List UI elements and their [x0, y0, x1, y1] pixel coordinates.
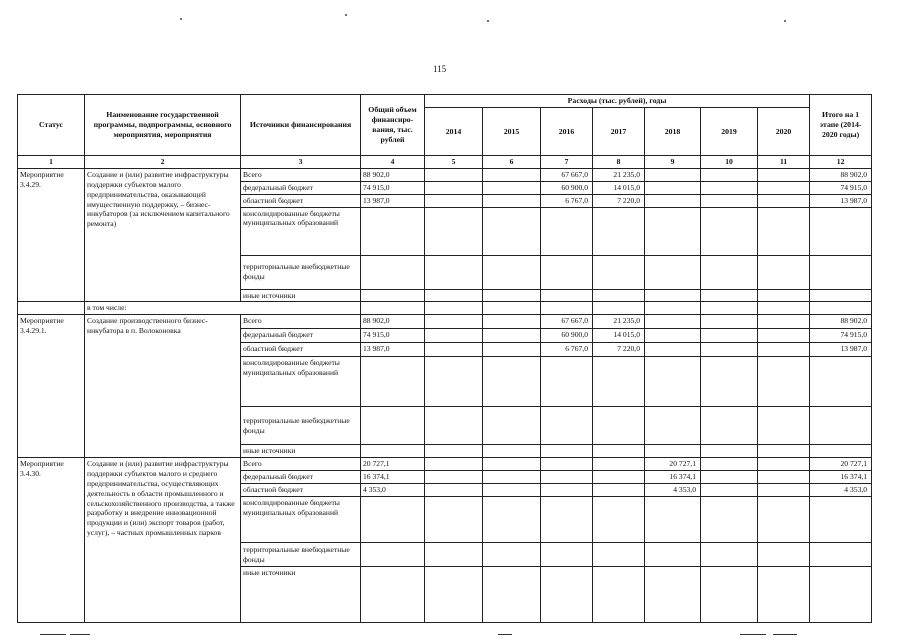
cell-2019 — [701, 483, 758, 496]
header-total: Общий объем финансиро-вания, тыс. рублей — [361, 95, 425, 156]
source-label: федеральный бюджет — [241, 471, 361, 484]
cell-2017: 14 015,0 — [593, 181, 645, 194]
source-label: консолидированные бюджеты муниципальных образований — [241, 496, 361, 542]
scan-line — [740, 634, 766, 635]
source-label: территориальные внебюджетные фонды — [241, 407, 361, 445]
cell-total: 13 987,0 — [361, 194, 425, 207]
cell-2019 — [701, 168, 758, 181]
scan-speck — [345, 14, 347, 16]
table-row — [18, 302, 872, 315]
cell-2015 — [483, 168, 541, 181]
scan-line — [70, 634, 90, 635]
column-number: 7 — [541, 156, 593, 169]
header-year: 2016 — [541, 108, 593, 156]
cell-2019 — [701, 329, 758, 343]
cell-2017 — [593, 483, 645, 496]
column-number: 11 — [758, 156, 810, 169]
cell-2018 — [645, 194, 701, 207]
cell-stage-total: 88 902,0 — [810, 168, 872, 181]
cell-2017 — [593, 471, 645, 484]
page-number: 115 — [433, 64, 447, 74]
cell-2015 — [483, 483, 541, 496]
cell-stage-total: 74 915,0 — [810, 329, 872, 343]
column-number: 5 — [425, 156, 483, 169]
source-label: Всего — [241, 168, 361, 181]
header-status: Статус — [18, 95, 85, 156]
row-name: Создание и (или) развитие инфраструктуры поддержки субъектов малого и среднего предпринимательства, осуществляющих деятельность в области промышленного и сельскохозяйственного производства, а также разработку и внедрение инновационной продукции и (или) экспорт товаров (работ, услуг), – частных промышленных парков — [85, 458, 241, 623]
cell-total: 16 374,1 — [361, 471, 425, 484]
cell-total: 88 902,0 — [361, 315, 425, 329]
cell-2018 — [645, 329, 701, 343]
cell-2016 — [541, 471, 593, 484]
cell-2018 — [645, 315, 701, 329]
cell-2018 — [645, 168, 701, 181]
in-that-number: в том числе: — [85, 302, 241, 315]
source-label: областной бюджет — [241, 343, 361, 357]
cell-2020 — [758, 483, 810, 496]
cell-stage-total: 16 374,1 — [810, 471, 872, 484]
source-label: областной бюджет — [241, 483, 361, 496]
row-name: Создание производственного бизнес-инкубатора в п. Волоконовка — [85, 315, 241, 458]
cell-2014 — [425, 181, 483, 194]
source-label: иные источники — [241, 289, 361, 302]
table-row — [18, 458, 872, 471]
cell-2020 — [758, 181, 810, 194]
source-label: территориальные внебюджетные фонды — [241, 542, 361, 566]
source-label: иные источники — [241, 566, 361, 622]
source-label: консолидированные бюджеты муниципальных образований — [241, 207, 361, 255]
column-number: 10 — [701, 156, 758, 169]
cell-2014 — [425, 458, 483, 471]
cell-stage-total: 13 987,0 — [810, 343, 872, 357]
cell-2014 — [425, 168, 483, 181]
column-number: 9 — [645, 156, 701, 169]
cell-2019 — [701, 181, 758, 194]
cell-2014 — [425, 471, 483, 484]
cell-2018: 16 374,1 — [645, 471, 701, 484]
cell-2016: 67 667,0 — [541, 315, 593, 329]
cell-total: 13 987,0 — [361, 343, 425, 357]
cell-2016: 6 767,0 — [541, 194, 593, 207]
header-stage-total: Итого на 1 этапе (2014-2020 годы) — [810, 95, 872, 156]
cell-2020 — [758, 343, 810, 357]
source-label: консолидированные бюджеты муниципальных образований — [241, 357, 361, 407]
cell-total: 4 353,0 — [361, 483, 425, 496]
scan-speck — [180, 18, 182, 20]
cell-2019 — [701, 343, 758, 357]
cell-2015 — [483, 343, 541, 357]
cell-2017: 14 015,0 — [593, 329, 645, 343]
cell-2015 — [483, 194, 541, 207]
header-year: 2017 — [593, 108, 645, 156]
cell-2014 — [425, 329, 483, 343]
cell-2016 — [541, 458, 593, 471]
cell-2020 — [758, 329, 810, 343]
cell-2016 — [541, 483, 593, 496]
scan-line — [773, 634, 797, 635]
cell-2015 — [483, 471, 541, 484]
cell-2014 — [425, 315, 483, 329]
header-sources: Источники финансирования — [241, 95, 361, 156]
source-label: иные источники — [241, 445, 361, 458]
cell-2015 — [483, 181, 541, 194]
cell-2015 — [483, 458, 541, 471]
cell-2019 — [701, 315, 758, 329]
source-label: областной бюджет — [241, 194, 361, 207]
header-year: 2018 — [645, 108, 701, 156]
table-row — [18, 315, 872, 329]
scan-speck — [784, 20, 786, 22]
source-label: территориальные внебюджетные фонды — [241, 255, 361, 289]
cell-stage-total: 4 353,0 — [810, 483, 872, 496]
column-number: 4 — [361, 156, 425, 169]
cell-2020 — [758, 168, 810, 181]
cell-2016: 6 767,0 — [541, 343, 593, 357]
cell-2018 — [645, 181, 701, 194]
cell-2018: 4 353,0 — [645, 483, 701, 496]
cell-total: 20 727,1 — [361, 458, 425, 471]
cell-2014 — [425, 194, 483, 207]
header-expenses: Расходы (тыс. рублей), годы — [425, 95, 810, 108]
cell-2020 — [758, 194, 810, 207]
column-number: 6 — [483, 156, 541, 169]
cell-stage-total: 20 727,1 — [810, 458, 872, 471]
cell-2016: 60 900,0 — [541, 181, 593, 194]
row-status: Мероприятие 3.4.29. — [18, 168, 85, 301]
cell-stage-total: 74 915,0 — [810, 181, 872, 194]
scan-speck — [487, 20, 489, 22]
column-number: 8 — [593, 156, 645, 169]
cell-2016: 60 900,0 — [541, 329, 593, 343]
cell-total: 74 915,0 — [361, 181, 425, 194]
cell-2014 — [425, 483, 483, 496]
column-number: 2 — [85, 156, 241, 169]
column-number: 1 — [18, 156, 85, 169]
cell-2015 — [483, 315, 541, 329]
header-year: 2015 — [483, 108, 541, 156]
cell-2020 — [758, 458, 810, 471]
header-year: 2020 — [758, 108, 810, 156]
cell-2020 — [758, 471, 810, 484]
source-label: Всего — [241, 458, 361, 471]
cell-2019 — [701, 194, 758, 207]
header-name: Наименование государственной программы, подпрограммы, основного мероприятия, мероприятия — [85, 95, 241, 156]
column-number: 12 — [810, 156, 872, 169]
scan-line — [498, 634, 512, 635]
scan-line — [40, 634, 66, 635]
cell-2019 — [701, 458, 758, 471]
row-status: Мероприятие 3.4.30. — [18, 458, 85, 623]
cell-2018: 20 727,1 — [645, 458, 701, 471]
row-status: Мероприятие 3.4.29.1. — [18, 315, 85, 458]
header-year: 2019 — [701, 108, 758, 156]
column-number-row — [18, 156, 872, 169]
cell-total: 74 915,0 — [361, 329, 425, 343]
cell-2018 — [645, 343, 701, 357]
source-label: федеральный бюджет — [241, 329, 361, 343]
header-row — [18, 95, 872, 108]
cell-2017: 7 220,0 — [593, 343, 645, 357]
source-label: федеральный бюджет — [241, 181, 361, 194]
cell-2015 — [483, 329, 541, 343]
cell-2020 — [758, 315, 810, 329]
cell-2017: 21 235,0 — [593, 168, 645, 181]
source-label: Всего — [241, 315, 361, 329]
cell-2017: 7 220,0 — [593, 194, 645, 207]
financing-table — [17, 94, 872, 623]
table-row — [18, 168, 872, 181]
header-year: 2014 — [425, 108, 483, 156]
row-name: Создание и (или) развитие инфраструктуры поддержки субъектов малого предпринимательства, оказывающей имущественную поддержку, – бизнес-инкубаторов (за исключением капитального ремонта) — [85, 168, 241, 301]
cell-total: 88 902,0 — [361, 168, 425, 181]
column-number: 3 — [241, 156, 361, 169]
cell-2014 — [425, 343, 483, 357]
cell-2017 — [593, 458, 645, 471]
cell-stage-total: 88 902,0 — [810, 315, 872, 329]
cell-2016: 67 667,0 — [541, 168, 593, 181]
cell-2019 — [701, 471, 758, 484]
cell-stage-total: 13 987,0 — [810, 194, 872, 207]
cell-2017: 21 235,0 — [593, 315, 645, 329]
